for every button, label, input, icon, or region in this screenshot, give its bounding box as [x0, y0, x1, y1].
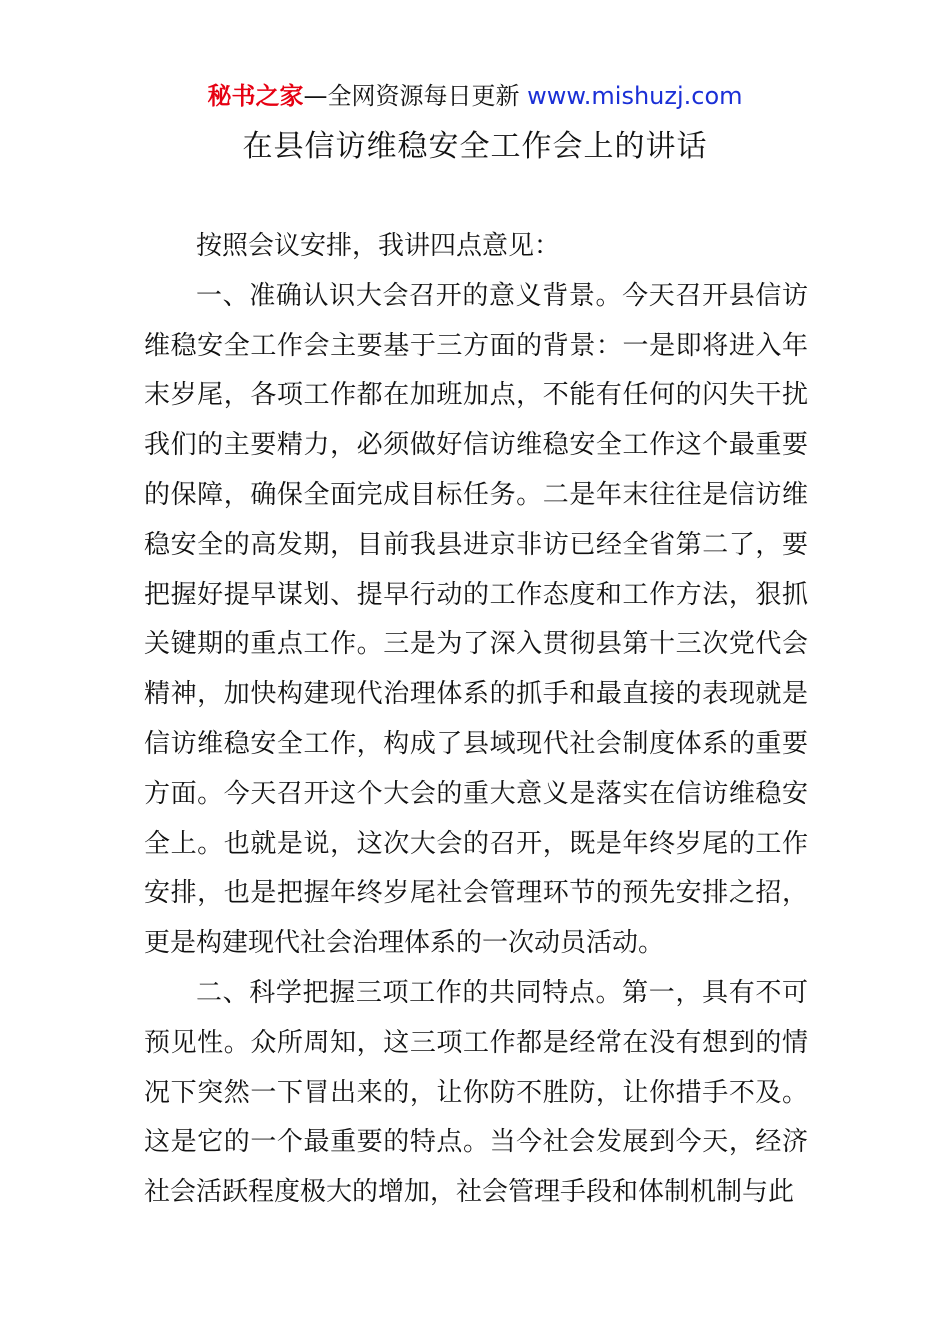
- site-header: [0, 80, 950, 112]
- document-body: [144, 222, 808, 1218]
- paragraph-section-two: 二、科学把握三项工作的共同特点。第一，具有不可预见性。众所周知，这三项工作都是经常在没有想到的情况下突然一下冒出来的，让你防不胜防，让你措手不及。这是它的一个最重要的特点。当今社会发展到今天，经济社会活跃程度极大的增加，社会管理手段和体制机制与此: [144, 977, 808, 1208]
- document-title: 在县信访维稳安全工作会上的讲话: [242, 129, 708, 164]
- brand-name: 秘书之家: [207, 82, 304, 110]
- site-url-link[interactable]: www.mishuzj.com: [527, 82, 743, 110]
- paragraph-intro: 按照会议安排，我讲四点意见：: [196, 231, 561, 261]
- paragraph-section-one: 一、准确认识大会召开的意义背景。今天召开县信访维稳安全工作会主要基于三方面的背景：一是即将进入年末岁尾，各项工作都在加班加点，不能有任何的闪失干扰我们的主要精力，必须做好信访维稳安全工作这个最重要的保障，确保全面完成目标任务。二是年末往往是信访维稳安全的高发期，目前我县进京非访已经全省第二了，要把握好提早谋划、提早行动的工作态度和工作方法，狠抓关键期的重点工作。三是为了深入贯彻县第十三次党代会精神，加快构建现代治理体系的抓手和最直接的表现就是信访维稳安全工作，构成了县域现代社会制度体系的重要方面。今天召开这个大会的重大意义是落实在信访维稳安全上。也就是说，这次大会的召开，既是年终岁尾的工作安排，也是把握年终岁尾社会管理环节的预先安排之招，更是构建现代社会治理体系的一次动员活动。: [144, 280, 808, 959]
- header-tagline: —全网资源每日更新: [303, 82, 520, 110]
